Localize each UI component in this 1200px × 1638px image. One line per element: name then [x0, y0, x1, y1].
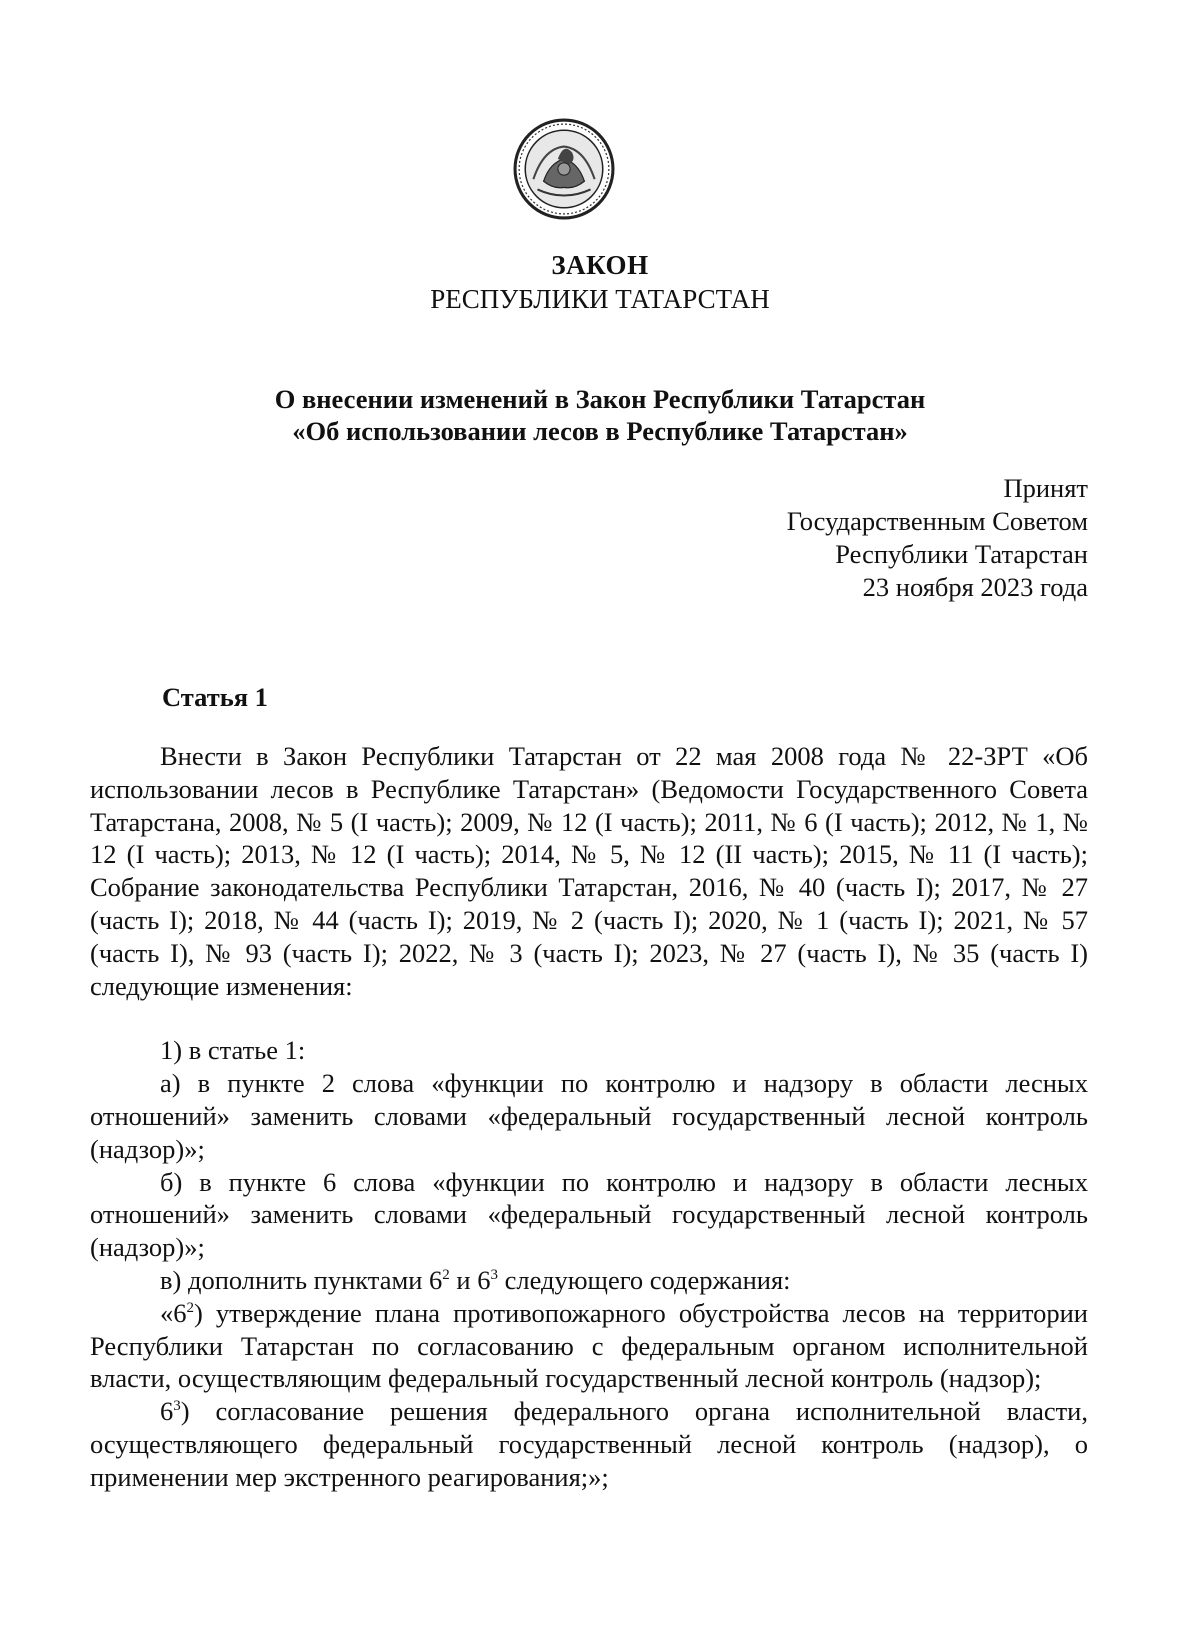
point-6-3-sup: 3 — [173, 1398, 181, 1415]
item-v-sup-1: 2 — [442, 1266, 450, 1283]
point-6-2-text: ) утверждение плана противопожарного обустройства лесов на территории Республики Татарстан по согласованию с федеральным органом исполнительной власти, осуществляющим федеральный государственный лесной контроль (надзор); — [90, 1297, 1088, 1394]
subject-line-2: «Об использовании лесов в Республике Татарстан» — [292, 416, 908, 446]
item-v-text-1: в) дополнить пунктами 6 — [160, 1264, 443, 1295]
item-a: а) в пункте 2 слова «функции по контролю и надзору в области лесных отношений» заменить словами «федеральный государственный лесной контроль (надзор)»; — [90, 1068, 1088, 1164]
article-body — [90, 740, 1088, 1494]
item-v-sup-2: 3 — [490, 1266, 498, 1283]
point-6-2 — [90, 1297, 1088, 1395]
point-6-3 — [90, 1395, 1088, 1493]
point-6-3-text: ) согласование решения федерального органа исполнительной власти, осуществляющего федеральный государственный лесной контроль (надзор), о применении мер экстренного реагирования;»; — [90, 1396, 1088, 1492]
item-v-text-3: следующего содержания: — [497, 1264, 791, 1295]
point-6-2-number: «6 — [160, 1297, 187, 1328]
item-v — [90, 1264, 1088, 1297]
subject-line-1: О внесении изменений в Закон Республики Татарстан — [274, 384, 926, 414]
adoption-line-2: Государственным Советом — [786, 506, 1088, 536]
issuer: РЕСПУБЛИКИ ТАТАРСТАН — [430, 284, 770, 314]
article-heading: Статья 1 — [162, 682, 268, 712]
point-6-3-number: 6 — [160, 1396, 174, 1427]
item-v-text-2: и 6 — [449, 1264, 491, 1295]
adoption-note — [787, 472, 1088, 604]
point-6-2-sup: 2 — [186, 1299, 194, 1316]
document-subject — [0, 383, 1200, 447]
item-b: б) в пункте 6 слова «функции по контролю и надзору в области лесных отношений» заменить словами «федеральный государственный лесной контроль (надзор)»; — [90, 1166, 1088, 1263]
item-1: 1) в статье 1: — [160, 1035, 306, 1066]
adoption-date: 23 ноября 2023 года — [862, 572, 1088, 602]
document-type: ЗАКОН — [551, 250, 649, 280]
article-intro: Внести в Закон Республики Татарстан от 22 мая 2008 года № 22-ЗРТ «Об использовании лесов в Республике Татарстан» (Ведомости Государственного Совета Татарстана, 2008, № 5 (I часть); 2009, № 12 (I часть); 2011, № 6 (I часть); 2012, № 1, № 12 (I часть); 2013, № 12 (I часть); 2014, № 5, № 12 (II часть); 2015, № 11 (I часть); Собрание законодательства Республики Татарстан, 2016, № 40 (часть I); 2017, № 27 (часть I); 2018, № 44 (часть I); 2019, № 2 (часть I); 2020, № 1 (часть I); 2021, № 57 (часть I), № 93 (часть I); 2022, № 3 (часть I); 2023, № 27 (часть I), № 35 (часть I) следующие изменения: — [90, 741, 1088, 1001]
adoption-line-1: Принят — [1003, 473, 1088, 503]
tatarstan-coat-of-arms-icon — [513, 118, 615, 220]
adoption-line-3: Республики Татарстан — [835, 539, 1088, 569]
